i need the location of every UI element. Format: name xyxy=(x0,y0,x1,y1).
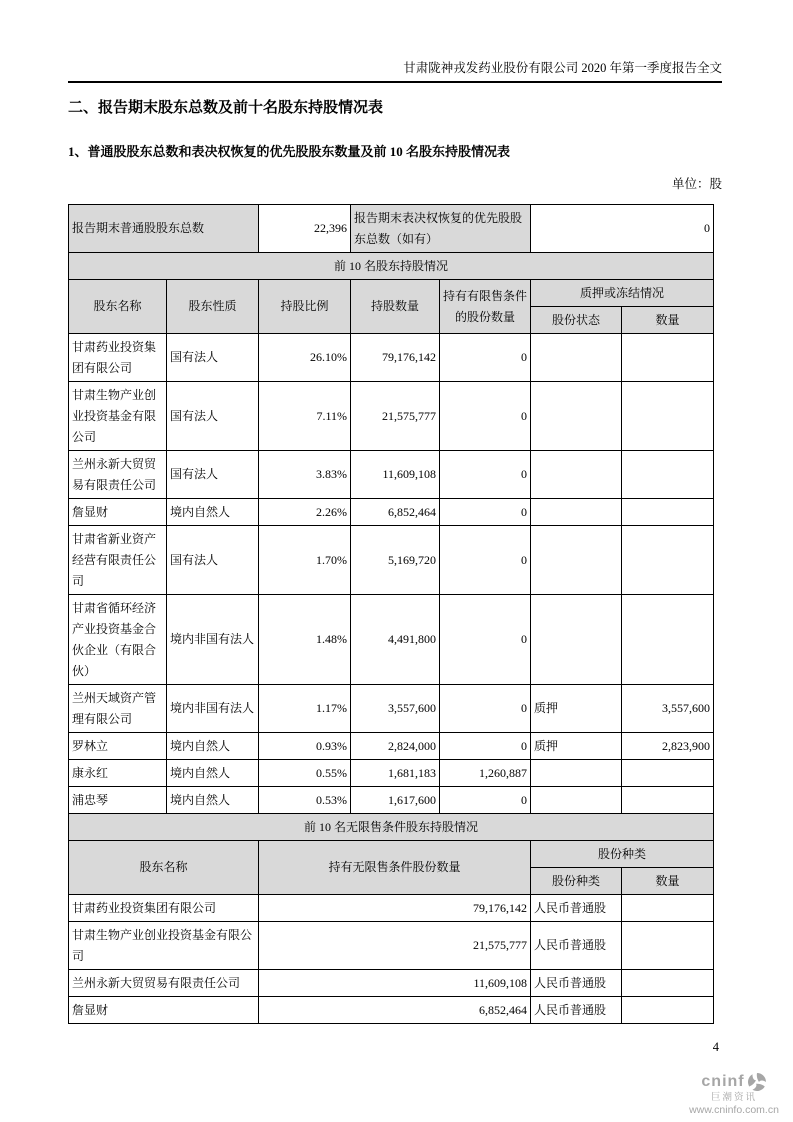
restricted-shares: 0 xyxy=(440,685,531,733)
table-row xyxy=(69,997,714,1024)
table-row xyxy=(69,499,714,526)
pledge-status: 质押 xyxy=(531,685,622,733)
pledge-qty xyxy=(622,382,714,451)
shares-held: 3,557,600 xyxy=(351,685,440,733)
shareholder-name: 甘肃生物产业创业投资基金有限公司 xyxy=(69,382,167,451)
holding-ratio: 0.53% xyxy=(259,787,351,814)
cninfo-swirl-icon xyxy=(747,1072,767,1092)
shareholder-nature: 境内自然人 xyxy=(167,787,259,814)
top10-band-row xyxy=(69,253,714,280)
shareholder-name: 甘肃药业投资集团有限公司 xyxy=(69,334,167,382)
shareholder-name: 甘肃省新业资产经营有限责任公司 xyxy=(69,526,167,595)
shareholder-name: 甘肃生物产业创业投资基金有限公司 xyxy=(69,922,259,970)
col-header-pledge-status: 股份状态 xyxy=(531,307,622,334)
table-row xyxy=(69,760,714,787)
holding-ratio: 0.93% xyxy=(259,733,351,760)
pledge-qty xyxy=(622,787,714,814)
holding-ratio: 2.26% xyxy=(259,499,351,526)
top10-band-title: 前 10 名股东持股情况 xyxy=(69,253,714,280)
restricted-shares: 0 xyxy=(440,733,531,760)
table-row xyxy=(69,970,714,997)
subsection-title: 1、普通股股东总数和表决权恢复的优先股股东数量及前 10 名股东持股情况表 xyxy=(68,144,511,159)
shareholder-name: 兰州永新大贸贸易有限责任公司 xyxy=(69,451,167,499)
table-row xyxy=(69,595,714,685)
restricted-shares: 0 xyxy=(440,382,531,451)
restricted-shares: 0 xyxy=(440,451,531,499)
restricted-shares: 0 xyxy=(440,787,531,814)
share-type-qty xyxy=(622,922,714,970)
pledge-status xyxy=(531,382,622,451)
restricted-shares: 0 xyxy=(440,526,531,595)
shares-held: 1,681,183 xyxy=(351,760,440,787)
unrestricted-header-row xyxy=(69,841,714,868)
holding-ratio: 26.10% xyxy=(259,334,351,382)
shares-held: 6,852,464 xyxy=(351,499,440,526)
shares-held: 11,609,108 xyxy=(351,451,440,499)
table-row xyxy=(69,526,714,595)
restricted-shares: 0 xyxy=(440,334,531,382)
col-header-unrestricted-shares: 持有无限售条件股份数量 xyxy=(259,841,531,895)
pledge-qty xyxy=(622,595,714,685)
pledge-qty xyxy=(622,760,714,787)
unrestricted-shares: 79,176,142 xyxy=(259,895,531,922)
shares-held: 21,575,777 xyxy=(351,382,440,451)
col-header-shareholder-name: 股东名称 xyxy=(69,280,167,334)
col-header-shares-held: 持股数量 xyxy=(351,280,440,334)
col-header-holding-ratio: 持股比例 xyxy=(259,280,351,334)
pledge-qty: 2,823,900 xyxy=(622,733,714,760)
col-header-pledge-qty: 数量 xyxy=(622,307,714,334)
pledge-status xyxy=(531,499,622,526)
holding-ratio: 7.11% xyxy=(259,382,351,451)
table-row xyxy=(69,733,714,760)
common-shareholders-label: 报告期末普通股股东总数 xyxy=(69,205,259,253)
restricted-shares: 0 xyxy=(440,499,531,526)
shareholder-nature: 境内非国有法人 xyxy=(167,595,259,685)
shareholder-name: 康永红 xyxy=(69,760,167,787)
summary-row xyxy=(69,205,714,253)
pledge-status xyxy=(531,334,622,382)
document-header-title: 甘肃陇神戎发药业股份有限公司 2020 年第一季度报告全文 xyxy=(403,61,722,75)
table-row xyxy=(69,787,714,814)
cninfo-watermark xyxy=(679,1072,789,1117)
table-row xyxy=(69,382,714,451)
pledge-qty xyxy=(622,451,714,499)
cninfo-brand-text: cninf xyxy=(701,1073,745,1091)
pledge-status xyxy=(531,787,622,814)
shareholder-nature: 国有法人 xyxy=(167,382,259,451)
share-type: 人民币普通股 xyxy=(531,922,622,970)
shareholder-nature: 国有法人 xyxy=(167,334,259,382)
col-header-restricted-shares: 持有有限售条件的股份数量 xyxy=(440,280,531,334)
page-content xyxy=(68,0,722,1024)
unit-label: 单位：股 xyxy=(671,177,722,191)
pledge-qty xyxy=(622,334,714,382)
common-shareholders-value: 22,396 xyxy=(259,205,351,253)
share-type: 人民币普通股 xyxy=(531,997,622,1024)
pledge-status xyxy=(531,760,622,787)
shares-held: 79,176,142 xyxy=(351,334,440,382)
unrestricted-shares: 11,609,108 xyxy=(259,970,531,997)
shareholder-nature: 境内自然人 xyxy=(167,760,259,787)
pledge-qty: 3,557,600 xyxy=(622,685,714,733)
col-header-share-type-group: 股份种类 xyxy=(531,841,714,868)
share-type-qty xyxy=(622,997,714,1024)
cninfo-url: www.cninfo.com.cn xyxy=(689,1104,779,1117)
unrestricted-band-row xyxy=(69,814,714,841)
shareholder-nature: 国有法人 xyxy=(167,526,259,595)
shares-held: 2,824,000 xyxy=(351,733,440,760)
shareholder-nature: 境内非国有法人 xyxy=(167,685,259,733)
pledge-status xyxy=(531,526,622,595)
preferred-shareholders-label: 报告期末表决权恢复的优先股股东总数（如有） xyxy=(351,205,531,253)
unrestricted-band-title: 前 10 名无限售条件股东持股情况 xyxy=(69,814,714,841)
restricted-shares: 1,260,887 xyxy=(440,760,531,787)
section-title: 二、报告期末股东总数及前十名股东持股情况表 xyxy=(68,100,384,116)
preferred-shareholders-value: 0 xyxy=(531,205,714,253)
col-header-shareholder-nature: 股东性质 xyxy=(167,280,259,334)
pledge-qty xyxy=(622,499,714,526)
share-type-qty xyxy=(622,970,714,997)
col-header-share-type: 股份种类 xyxy=(531,868,622,895)
pledge-status xyxy=(531,595,622,685)
shareholder-name: 罗林立 xyxy=(69,733,167,760)
unrestricted-shares: 6,852,464 xyxy=(259,997,531,1024)
col-header-pledge-group: 质押或冻结情况 xyxy=(531,280,714,307)
shareholder-name: 甘肃省循环经济产业投资基金合伙企业（有限合伙） xyxy=(69,595,167,685)
holding-ratio: 0.55% xyxy=(259,760,351,787)
shares-held: 1,617,600 xyxy=(351,787,440,814)
holding-ratio: 1.70% xyxy=(259,526,351,595)
col-header-share-type-qty: 数量 xyxy=(622,868,714,895)
col-header-unrestricted-name: 股东名称 xyxy=(69,841,259,895)
shareholder-table xyxy=(68,204,714,1024)
table-row xyxy=(69,685,714,733)
holding-ratio: 1.48% xyxy=(259,595,351,685)
share-type: 人民币普通股 xyxy=(531,970,622,997)
pledge-status: 质押 xyxy=(531,733,622,760)
top10-header-row xyxy=(69,280,714,307)
pledge-qty xyxy=(622,526,714,595)
unrestricted-shares: 21,575,777 xyxy=(259,922,531,970)
pledge-status xyxy=(531,451,622,499)
shareholder-name: 浦忠琴 xyxy=(69,787,167,814)
shareholder-name: 兰州永新大贸贸易有限责任公司 xyxy=(69,970,259,997)
cninfo-chinese-name: 巨潮资讯 xyxy=(710,1092,757,1103)
holding-ratio: 3.83% xyxy=(259,451,351,499)
shareholder-nature: 国有法人 xyxy=(167,451,259,499)
shareholder-name: 詹显财 xyxy=(69,997,259,1024)
restricted-shares: 0 xyxy=(440,595,531,685)
table-row xyxy=(69,922,714,970)
shareholder-name: 詹显财 xyxy=(69,499,167,526)
shares-held: 4,491,800 xyxy=(351,595,440,685)
holding-ratio: 1.17% xyxy=(259,685,351,733)
table-row xyxy=(69,334,714,382)
shareholder-name: 甘肃药业投资集团有限公司 xyxy=(69,895,259,922)
page-number: 4 xyxy=(712,1040,719,1054)
document-header xyxy=(68,0,722,83)
table-row xyxy=(69,451,714,499)
shareholder-name: 兰州天域资产管理有限公司 xyxy=(69,685,167,733)
share-type-qty xyxy=(622,895,714,922)
shareholder-nature: 境内自然人 xyxy=(167,733,259,760)
shares-held: 5,169,720 xyxy=(351,526,440,595)
shareholder-nature: 境内自然人 xyxy=(167,499,259,526)
share-type: 人民币普通股 xyxy=(531,895,622,922)
table-row xyxy=(69,895,714,922)
